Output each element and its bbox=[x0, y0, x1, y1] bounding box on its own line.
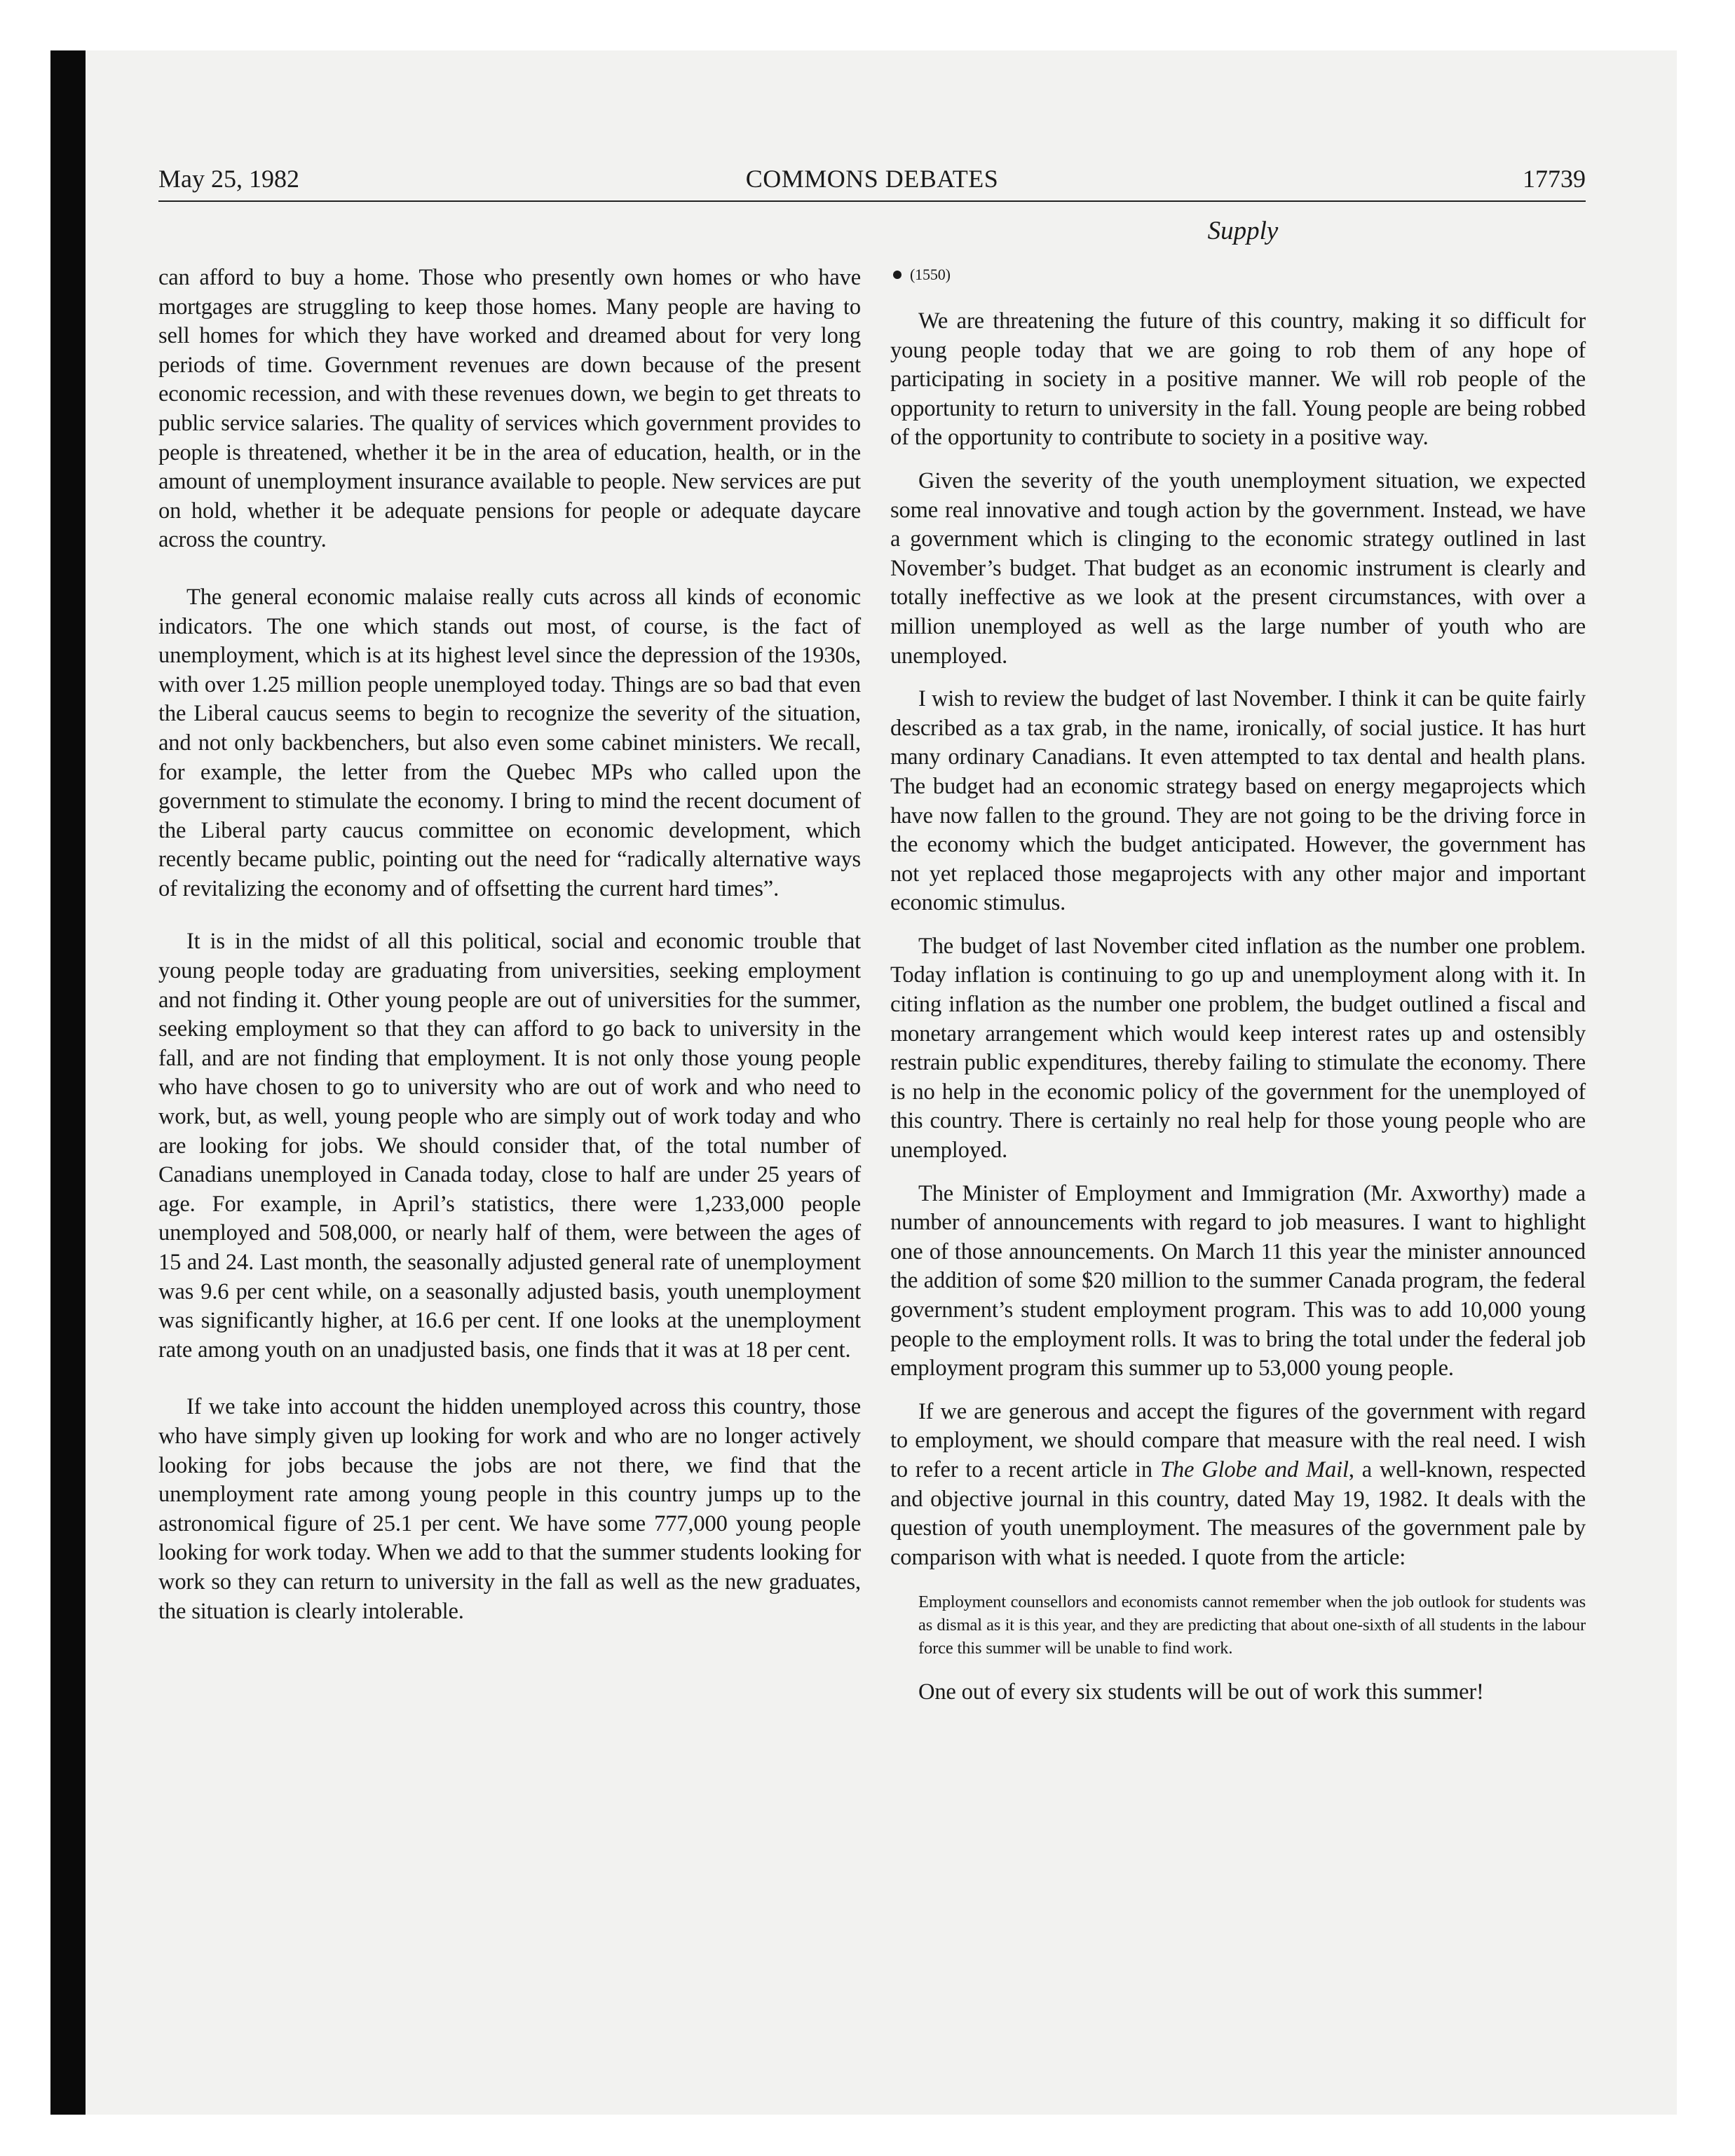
right-paragraph-2: Given the severity of the youth unemployment situation, we expected some real innovative and tough action by the government. Instead, we have a government which is clinging to the economic strategy outlined in last November’s budget. That budget as an economic instrument is clearly and totally ineffective as we look at the present circumstances, with over a million unemployed as well as the large number of youth who are unemployed. bbox=[890, 468, 1586, 669]
right-paragraph-5: The Minister of Employment and Immigration (Mr. Axworthy) made a number of announcements with regard to job measures. I want to highlight one of those announcements. On March 11 this year the minister announced the addition of some $20 million to the summer Canada program, the federal government’s student employment program. This was to add 10,000 young people to the employment rolls. It was to bring the total under the federal job employment program this summer up to 53,000 young people. bbox=[890, 1180, 1586, 1381]
article-quote-text: Employment counsellors and economists cannot remember when the job outlook for students was as dismal as it is this year, and they are predicting that about one-sixth of all students in the labour force this summer will be unable to find work. bbox=[918, 1592, 1586, 1658]
newspaper-title: The Globe and Mail bbox=[1159, 1456, 1349, 1482]
bullet-icon bbox=[893, 271, 901, 279]
right-paragraph-4: The budget of last November cited inflation as the number one problem. Today inflation is continuing to go up and unemployment along with it. In citing inflation as the number one problem, the budget outlined a fiscal and monetary arrangement which would keep interest rates up and ostensibly restrain public expenditures, thereby failing to stimulate the economy. There is no help in the economic policy of the government for the unemployed of this country. There is certainly no real help for those young people who are unemployed. bbox=[890, 933, 1586, 1164]
left-paragraph-3: It is in the midst of all this political, social and economic trouble that young people today are graduating from universities, seeking employment and not finding it. Other young people are out of universities for the summer, seeking employment so that they can afford to go back to university in the fall, and are not finding that employment. It is not only those young people who have chosen to go to university who are out of work and who need to work, but, as well, young people who are simply out of work today and who are looking for jobs. We should consider that, of the total number of Canadians unemployed in Canada today, close to half are under 25 years of age. For example, in April’s statistics, there were 1,233,000 people unemployed and 508,000, or nearly half of them, were between the ages of 15 and 24. Last month, the seasonally adjusted general rate of unemployment was 9.6 per cent while, on a seasonally adjusted basis, youth unemployment was significantly higher, at 16.6 per cent. If one looks at the unemployment rate among youth on an unadjusted basis, one finds that it was at 18 per cent. bbox=[158, 929, 861, 1363]
scan-edge-shadow bbox=[50, 50, 86, 2115]
header-date: May 25, 1982 bbox=[158, 165, 299, 193]
left-column bbox=[158, 264, 861, 1626]
right-paragraph-closing: One out of every six students will be out of work this summer! bbox=[918, 1679, 1484, 1705]
right-paragraph-1: We are threatening the future of this country, making it so difficult for young people today that we are going to rob them of any hope of participating in society in a positive manner. We will rob people of the opportunity to return to university in the fall. Young people are being robbed of the opportunity to contribute to society in a positive way. bbox=[890, 308, 1586, 451]
article-quote bbox=[890, 1590, 1586, 1660]
header-page-number: 17739 bbox=[1523, 165, 1586, 193]
left-paragraph-4: If we take into account the hidden unemployed across this country, those who have simply given up looking for work and who are no longer actively looking for jobs because the jobs are not there, we find that the unemployment rate among young people in this country jumps up to the astronomical figure of 25.1 per cent. We have some 777,000 young people looking for work today. When we add to that the summer students looking for work so they can return to university in the fall as well as the new graduates, the situation is clearly intolerable. bbox=[158, 1394, 861, 1624]
right-paragraph-6 bbox=[890, 1398, 1586, 1573]
right-paragraph-3: I wish to review the budget of last November. I think it can be quite fairly described as a tax grab, in the name, ironically, of social justice. It has hurt many ordinary Canadians. It even attempted to tax dental and health plans. The budget had an economic strategy based on energy megaprojects which have now fallen to the ground. They are not going to be the driving force in the economy which the budget anticipated. However, the government has not yet replaced those megaprojects with any other major and important economic stimulus. bbox=[890, 686, 1586, 916]
left-paragraph-1: can afford to buy a home. Those who presently own homes or who have mortgages are struggling to keep those homes. Many people are having to sell homes for which they have worked and dreamed about for very long periods of time. Government revenues are down because of the present economic recession, and with these revenues down, we begin to get threats to public service salaries. The quality of services which government provides to people is threatened, whether it be in the area of education, health, or in the amount of unemployment insurance available to people. New services are put on hold, whether it be adequate pensions for people or adequate daycare across the country. bbox=[158, 265, 861, 553]
header-title: COMMONS DEBATES bbox=[745, 165, 999, 193]
page-header bbox=[158, 161, 1586, 202]
left-paragraph-2: The general economic malaise really cuts across all kinds of economic indicators. The one which stands out most, of course, is the fact of unemployment, which is at its highest level since the depression of the 1930s, with over 1.25 million people unemployed today. Things are so bad that even the Liberal caucus seems to begin to recognize the severity of the situation, and not only backbenchers, but also even some cabinet ministers. We recall, for example, the letter from the Quebec MPs who called upon the government to stimulate the economy. I bring to mind the recent document of the Liberal party caucus committee on economic development, which recently became public, pointing out the need for “radically alternative ways of revitalizing the economy and of offsetting the current hard times”. bbox=[158, 584, 861, 901]
time-marker bbox=[890, 264, 1586, 286]
paragraph-text-before-title: If we are generous and accept the figures of the government with regard to employment, we should compare that measure with the real need. I wish to refer to a recent article in bbox=[890, 1398, 1586, 1482]
right-column bbox=[890, 264, 1586, 1707]
section-title: Supply bbox=[1207, 217, 1279, 245]
time-marker-label: (1550) bbox=[910, 266, 951, 283]
paragraph-text-after-title: , a well-known, respected and objective journal in this country, dated May 19, 1982. It deals with the question of youth unemployment. The measures of the government pale by comparison with what is needed. I quote from the article: bbox=[890, 1456, 1586, 1570]
